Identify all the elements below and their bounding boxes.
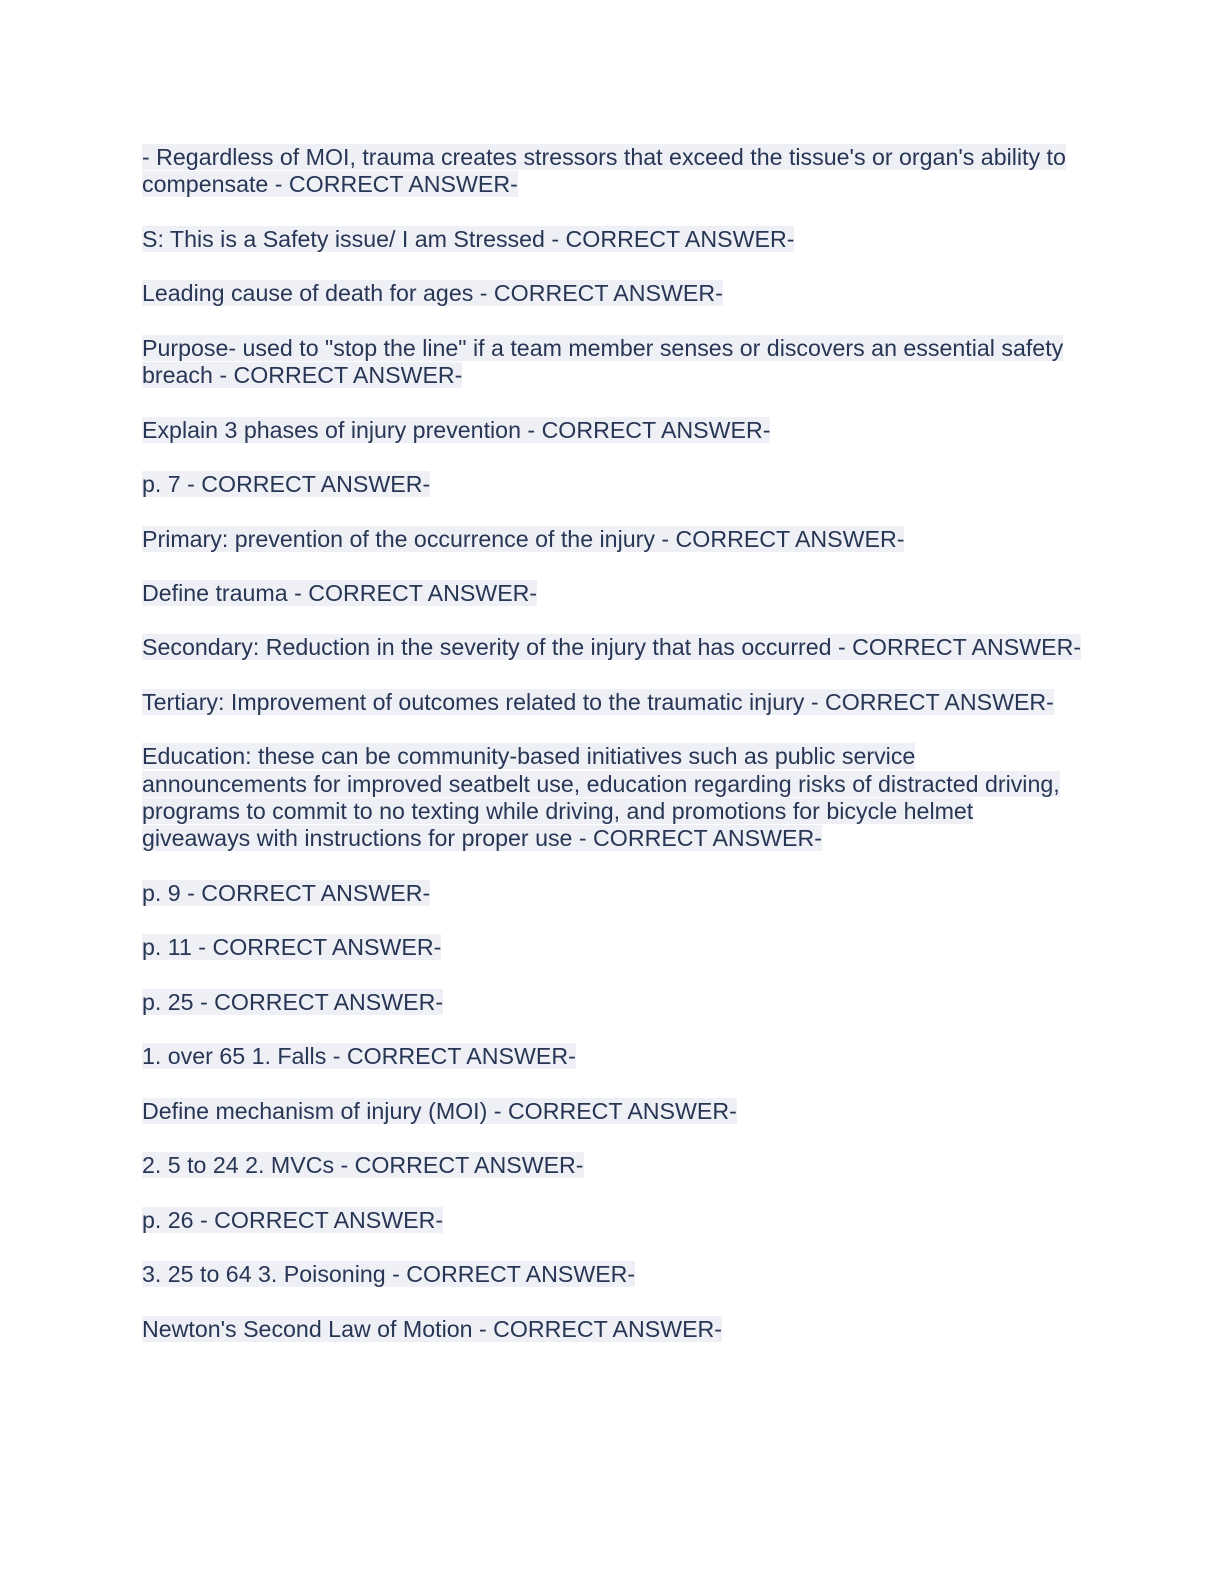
- document-page: [142, 144, 1082, 1370]
- entry-page-9: [142, 880, 1082, 907]
- entry-page-26: [142, 1207, 1082, 1234]
- entry-mvcs: [142, 1152, 1082, 1179]
- entry-text: Education: these can be community-based initiatives such as public service announcements for improved seatbelt use, education regarding risks of distracted driving, programs to commit to no texting while driving, and promotions for bicycle helmet giveaways with instructions for proper use - CORRECT ANSWER-: [142, 743, 1060, 852]
- entry-text: p. 9 - CORRECT ANSWER-: [142, 879, 431, 906]
- entry-page-7: [142, 471, 1082, 498]
- entry-stop-the-line: [142, 335, 1082, 390]
- entry-text: 3. 25 to 64 3. Poisoning - CORRECT ANSWER-: [142, 1261, 636, 1288]
- entry-falls: [142, 1043, 1082, 1070]
- entry-text: S: This is a Safety issue/ I am Stressed - CORRECT ANSWER-: [142, 225, 795, 252]
- entry-text: Define trauma - CORRECT ANSWER-: [142, 579, 538, 606]
- entry-page-25: [142, 989, 1082, 1016]
- entry-text: Purpose- used to "stop the line" if a team member senses or discovers an essential safety breach - CORRECT ANSWER-: [142, 334, 1064, 389]
- entry-text: p. 11 - CORRECT ANSWER-: [142, 934, 442, 961]
- entry-tertiary: [142, 689, 1082, 716]
- entry-moi-stressors: [142, 144, 1082, 199]
- entry-text: Tertiary: Improvement of outcomes related to the traumatic injury - CORRECT ANSWER-: [142, 688, 1054, 715]
- entry-education: [142, 743, 1082, 852]
- entry-text: - Regardless of MOI, trauma creates stressors that exceed the tissue's or organ's ability to compensate - CORRECT ANSWER-: [142, 144, 1066, 198]
- entry-secondary: [142, 634, 1082, 661]
- entry-safety-issue: [142, 226, 1082, 253]
- entry-poisoning: [142, 1261, 1082, 1288]
- entry-text: 2. 5 to 24 2. MVCs - CORRECT ANSWER-: [142, 1152, 584, 1179]
- entry-injury-prevention-phases: [142, 417, 1082, 444]
- entry-text: Define mechanism of injury (MOI) - CORRECT ANSWER-: [142, 1097, 737, 1124]
- entry-text: p. 7 - CORRECT ANSWER-: [142, 471, 431, 498]
- entry-leading-cause: [142, 280, 1082, 307]
- entry-text: Explain 3 phases of injury prevention - CORRECT ANSWER-: [142, 416, 771, 443]
- entry-newtons-second-law: [142, 1316, 1082, 1343]
- entry-text: Secondary: Reduction in the severity of the injury that has occurred - CORRECT ANSWER-: [142, 634, 1082, 661]
- entry-define-trauma: [142, 580, 1082, 607]
- entry-text: p. 26 - CORRECT ANSWER-: [142, 1206, 444, 1233]
- entry-define-moi: [142, 1098, 1082, 1125]
- entry-text: 1. over 65 1. Falls - CORRECT ANSWER-: [142, 1043, 576, 1070]
- entry-text: p. 25 - CORRECT ANSWER-: [142, 988, 444, 1015]
- entry-text: Leading cause of death for ages - CORRECT ANSWER-: [142, 280, 723, 307]
- entry-text: Primary: prevention of the occurrence of the injury - CORRECT ANSWER-: [142, 525, 905, 552]
- entry-page-11: [142, 934, 1082, 961]
- entry-text: Newton's Second Law of Motion - CORRECT ANSWER-: [142, 1315, 723, 1342]
- entry-primary: [142, 526, 1082, 553]
